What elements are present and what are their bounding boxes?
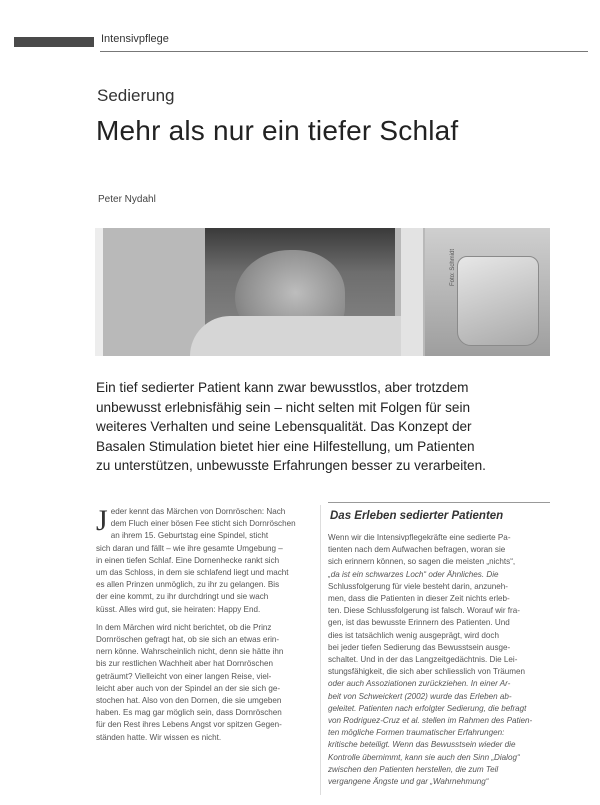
body-line: In dem Märchen wird nicht berichtet, ob die Prinz bbox=[96, 622, 272, 632]
body-line: dies ist tatsächlich wenig ausgeprägt, wird doch bbox=[328, 630, 499, 640]
body-line: um das Schloss, in dem sie schlafend liegt und macht bbox=[96, 568, 289, 578]
body-line: zwischen den Patienten herstellen, die zum Teil bbox=[328, 764, 499, 774]
body-line: für den Rest ihres Lebens Angst vor spitzen Gegen- bbox=[96, 720, 282, 730]
section-label: Intensivpflege bbox=[101, 33, 169, 45]
body-line: dem Fluch einer bösen Fee sticht sich Dornröschen bbox=[110, 519, 296, 529]
lede-line: Basalen Stimulation bietet hier eine Hilfestellung, um Patienten bbox=[96, 438, 475, 454]
body-line: beit von Schweickert (2002) wurde das Erleben ab- bbox=[328, 691, 512, 701]
body-line: Wenn wir die Intensivpflegekräfte eine sedierte Pa- bbox=[328, 533, 511, 542]
body-line: Schlussfolgerung für viele besteht darin, anzuneh- bbox=[328, 581, 508, 591]
body-line: bei jeder tiefen Sedierung das Bewusstsein ausge- bbox=[328, 642, 511, 652]
body-line: ten. Diese Schlussfolgerung ist falsch. Worauf wir fra- bbox=[328, 606, 520, 616]
lede-line: unbewusst erlebnisfähig sein – nicht selten mit Folgen für sein bbox=[96, 399, 471, 415]
body-line: bis zur restlichen Wachheit aber hat Dornröschen bbox=[96, 659, 273, 669]
body-line: küsst. Alles wird gut, sie heiraten: Happy End. bbox=[96, 604, 261, 614]
article-photo bbox=[95, 228, 550, 356]
body-line: Kontrolle übernimmt, kann sie auch den Sinn „Dialog“ bbox=[328, 752, 520, 762]
body-line: von Rodriguez-Cruz et al. stellen im Rahmen des Patien- bbox=[328, 716, 533, 726]
article-author: Peter Nydahl bbox=[98, 194, 156, 205]
body-line: Dornröschen gefragt hat, ob sie sich an etwas erin- bbox=[96, 635, 280, 645]
lede-line: Ein tief sedierter Patient kann zwar bewusstlos, aber trotzdem bbox=[96, 380, 469, 395]
body-line: leicht aber auch von der Spindel an der sie sich ge- bbox=[96, 683, 281, 693]
body-line: vergangene Ängste und gar „Wahrnehmung“ bbox=[328, 777, 489, 787]
drop-cap: J bbox=[96, 504, 108, 537]
article-title: Mehr als nur ein tiefer Schlaf bbox=[96, 115, 459, 146]
body-line: sich daran und fällt – wie ihre gesamte Umgebung – bbox=[96, 543, 283, 553]
body-line: kritische beteiligt. Wenn das Bewusstsein wieder die bbox=[328, 740, 516, 750]
body-line: geträumt? Vielleicht von einer langen Reise, viel- bbox=[96, 671, 272, 681]
photo-pillow bbox=[190, 316, 420, 356]
body-line: ständen hatte. Wir wissen es nicht. bbox=[96, 732, 222, 742]
article-kicker: Sedierung bbox=[97, 86, 175, 105]
body-line: oder auch Assoziationen zurückziehen. In einer Ar- bbox=[328, 679, 511, 689]
lede-line: weiteres Verhalten und seine Lebensqualität. Das Konzept der bbox=[96, 419, 472, 434]
body-line: ten mögliche Formen traumatischer Erfahrungen: bbox=[328, 728, 505, 738]
body-line: stungsfähigkeit, die sich aber schliesslich von Träumen bbox=[328, 667, 526, 677]
section-color-bar bbox=[14, 37, 94, 47]
body-line: stochen hat. Also von den Dornen, die sie umgeben bbox=[96, 696, 282, 706]
body-line: „da ist ein schwarzes Loch“ oder Ähnliches. Die bbox=[328, 569, 499, 579]
body-line: tienten nach dem Aufwachen befragen, woran sie bbox=[328, 545, 506, 555]
body-line: an ihrem 15. Geburtstag eine Spindel, sticht bbox=[110, 531, 269, 541]
body-line: men, dass die Patienten in dieser Zeit nichts erleb- bbox=[328, 594, 510, 604]
photo-infusion-bag bbox=[457, 256, 539, 346]
body-column-right bbox=[328, 532, 560, 788]
body-line: nern könne. Wahrscheinlich nicht, denn sie hätte ihn bbox=[96, 647, 284, 657]
body-line: geleitet. Patienten nach erfolgter Sedierung, die befragt bbox=[328, 703, 527, 713]
photo-frame-edge bbox=[95, 228, 103, 356]
header-rule bbox=[100, 51, 588, 52]
subhead-rule bbox=[328, 502, 550, 503]
body-line: haben. Es mag gar möglich sein, dass Dornröschen bbox=[96, 708, 282, 718]
photo-divider-strip bbox=[401, 228, 423, 356]
lede-line: zu unterstützen, unbewusste Erfahrungen besser zu verarbeiten. bbox=[96, 458, 486, 473]
body-line: gen, ist das bewusste Erinnern des Patienten. Und bbox=[328, 618, 510, 628]
section-subhead: Das Erleben sedierter Patienten bbox=[330, 510, 504, 522]
body-line: der eine kommt, zu ihr durchdringt und sie wach bbox=[96, 592, 269, 602]
body-line: schaltet. Und in der das Langzeitgedächtnis. Die Lei- bbox=[328, 655, 518, 665]
article-lede bbox=[96, 378, 556, 476]
body-column-left bbox=[96, 506, 328, 744]
body-line: sich erinnern können, so sagen die meisten „nichts“, bbox=[328, 557, 516, 567]
body-line: in einen tiefen Schlaf. Eine Dornenhecke rankt sich bbox=[96, 555, 280, 565]
photo-credit: Foto: Schmidt bbox=[450, 248, 456, 286]
body-line: es allen Prinzen unmöglich, zu ihr zu gelangen. Bis bbox=[96, 580, 280, 590]
body-line: eder kennt das Märchen von Dornröschen: Nach bbox=[110, 507, 286, 516]
